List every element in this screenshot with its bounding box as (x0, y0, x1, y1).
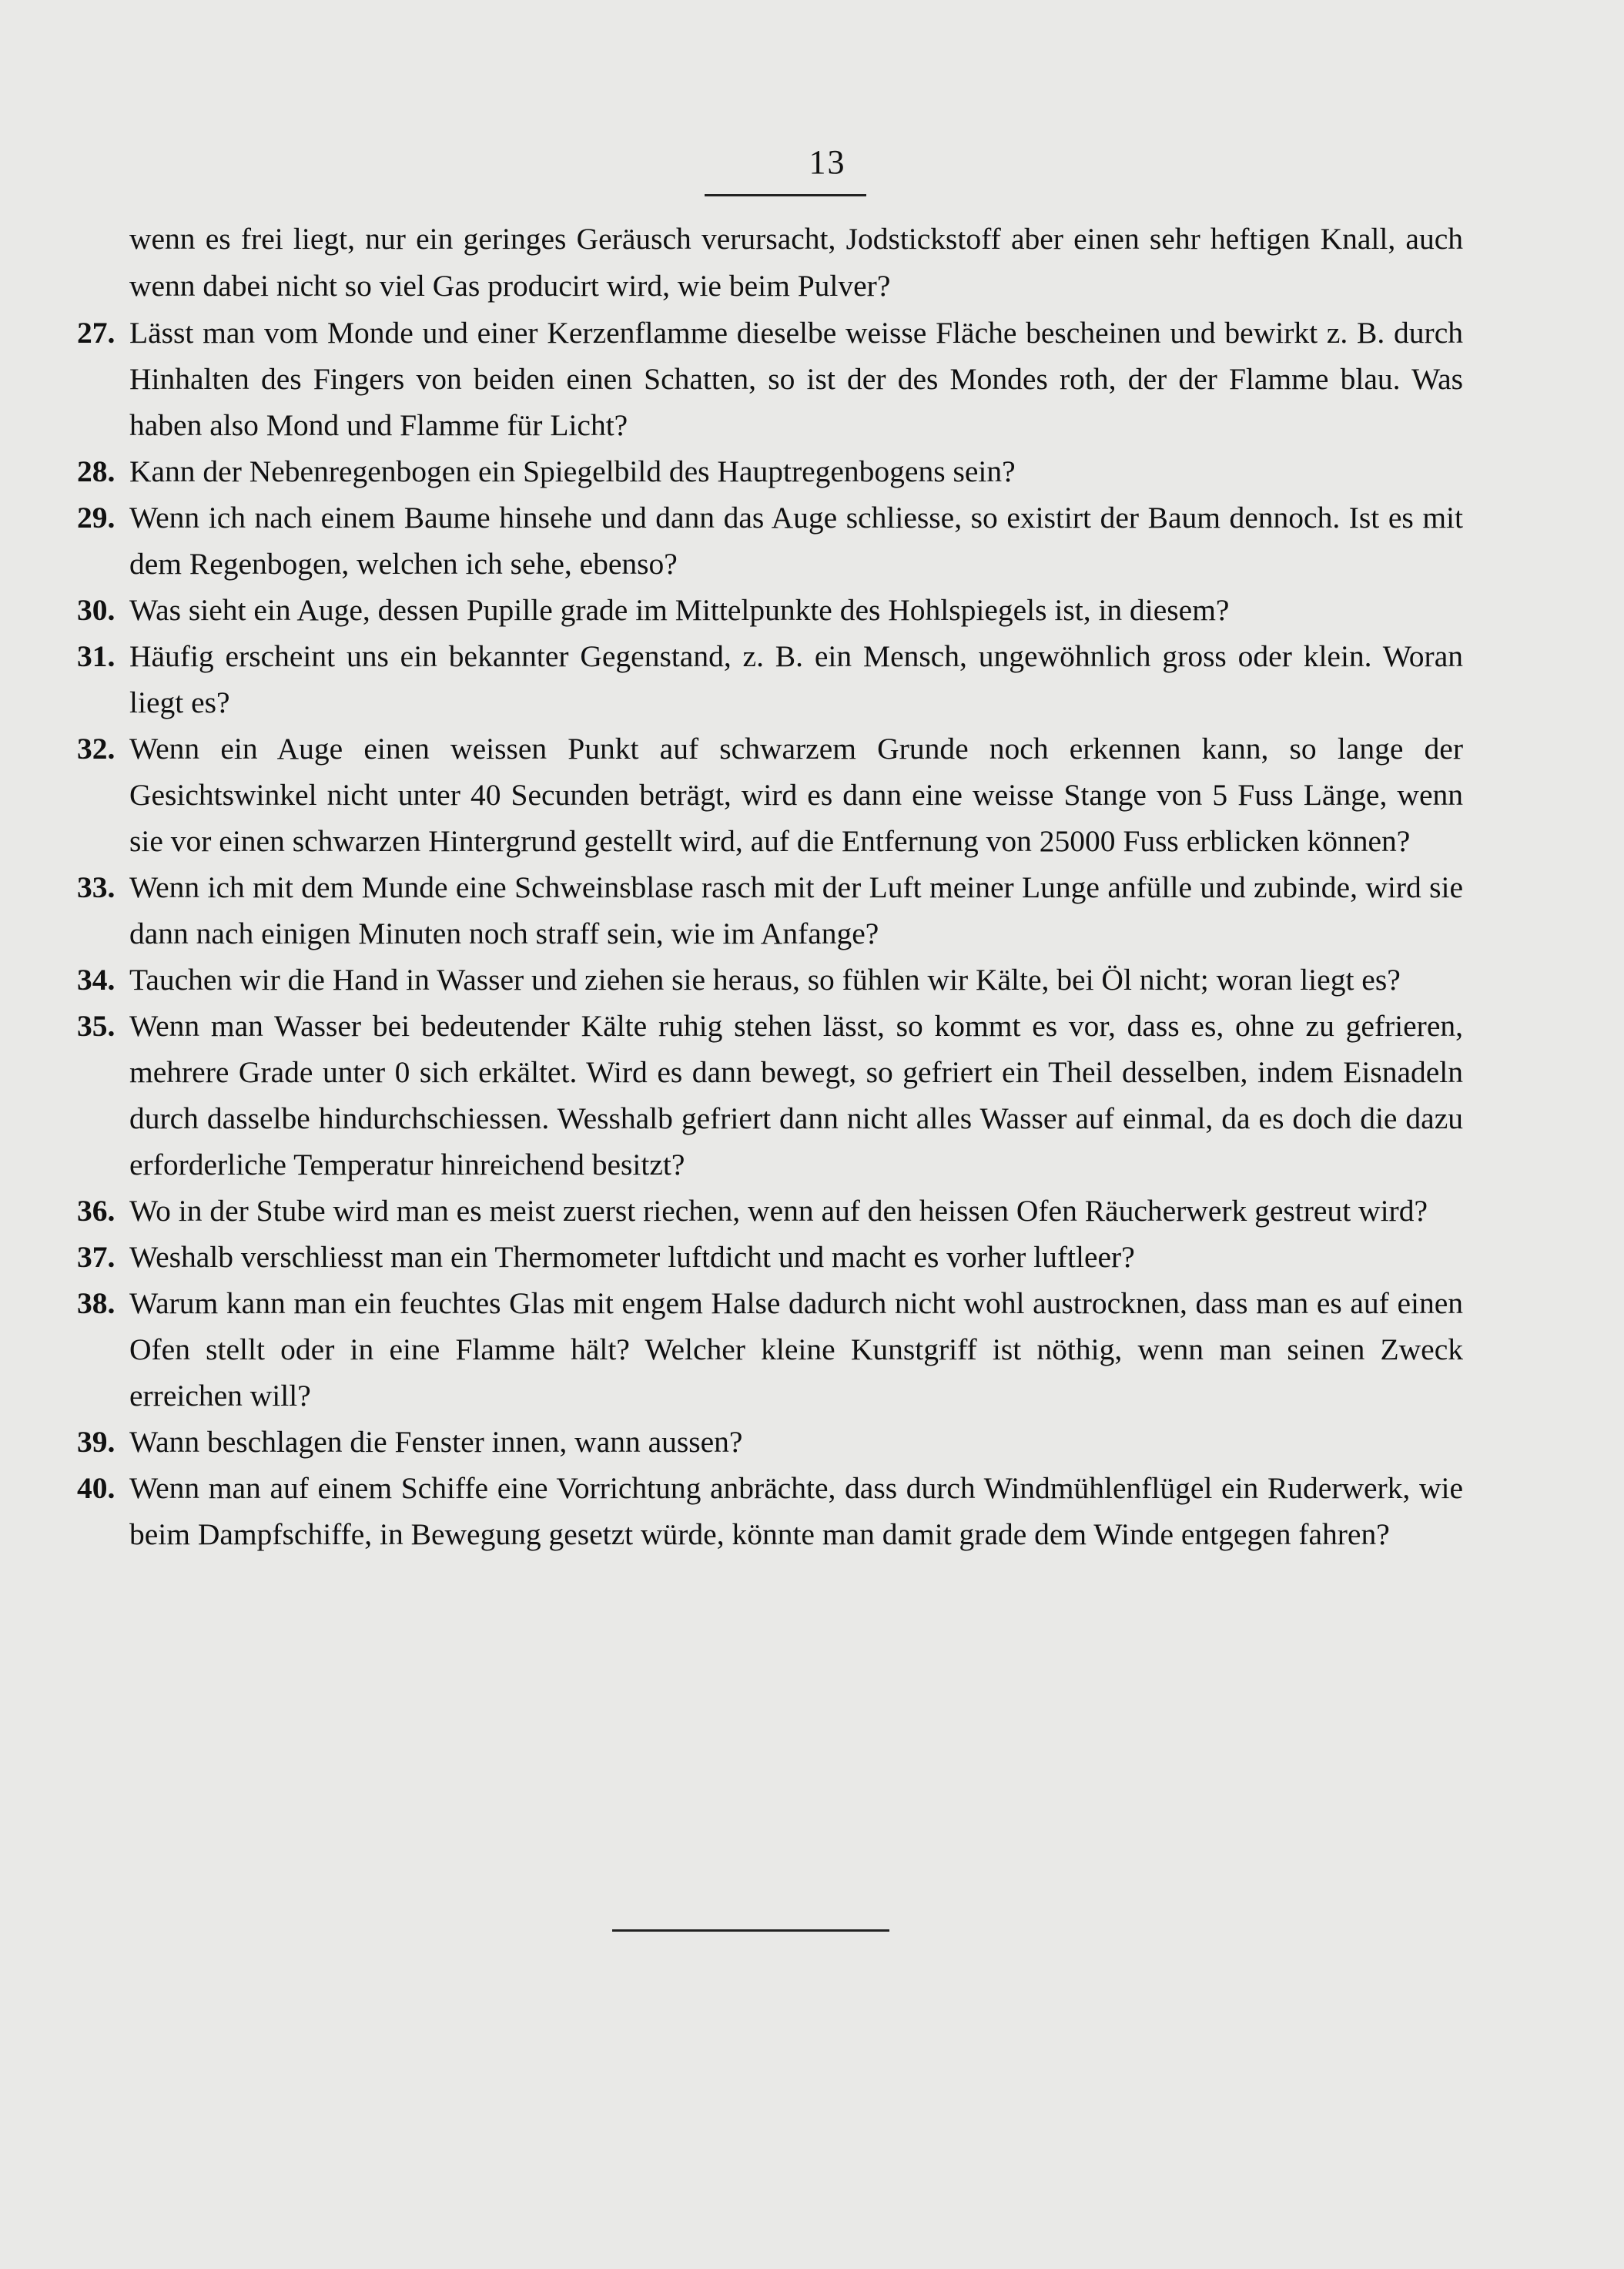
question-number: 30. (77, 593, 116, 627)
question-text: Lässt man vom Monde und einer Kerzenflamme dieselbe weisse Fläche bescheinen und bewirkt z. B. durch Hinhalten des Fingers von beiden einen Schatten, so ist der des Mondes roth, der der Flamme blau. Was haben also Mond und Flamme für Licht? (129, 316, 1463, 442)
question-number: 33. (77, 870, 116, 904)
question-text: Wenn man Wasser bei bedeutender Kälte ruhig stehen lässt, so kommt es vor, dass es, ohne zu gefrieren, mehrere Grade unter 0 sich erkältet. Wird es dann bewegt, so gefriert ein Theil desselben, indem Eisnadeln durch dasselbe hindurchschiessen. Wesshalb gefriert dann nicht alles Wasser auf einmal, da es doch die dazu erforderliche Temperatur hinreichend besitzt? (129, 1009, 1463, 1181)
intro-paragraph: wenn es frei liegt, nur ein geringes Geräusch verursacht, Jodstickstoff aber einen sehr heftigen Knall, auch wenn dabei nicht so viel Gas producirt wird, wie beim Pulver? (129, 222, 1463, 303)
question-text: Weshalb verschliesst man ein Thermometer luftdicht und macht es vorher luftleer? (129, 1240, 1135, 1274)
question-number: 35. (77, 1009, 116, 1043)
question-item (77, 448, 1463, 494)
question-text: Wenn ich mit dem Munde eine Schweinsblase rasch mit der Luft meiner Lunge anfülle und zubinde, wird sie dann nach einigen Minuten noch straff sein, wie im Anfange? (129, 870, 1463, 950)
question-number: 39. (77, 1425, 116, 1459)
question-number: 34. (77, 963, 116, 997)
question-item (77, 1188, 1463, 1234)
question-list (77, 310, 1463, 1557)
question-number: 37. (77, 1240, 116, 1274)
question-item (77, 1465, 1463, 1557)
question-text: Wann beschlagen die Fenster innen, wann aussen? (129, 1425, 743, 1459)
question-item (77, 494, 1463, 587)
question-number: 29. (77, 501, 116, 535)
question-item (77, 957, 1463, 1003)
question-text: Warum kann man ein feuchtes Glas mit engem Halse dadurch nicht wohl austrocknen, dass man es auf einen Ofen stellt oder in eine Flamme hält? Welcher kleine Kunstgriff ist nöthig, wenn man seinen Zweck erreichen will? (129, 1286, 1463, 1413)
question-number: 36. (77, 1194, 116, 1228)
question-item (77, 726, 1463, 864)
question-number: 27. (77, 316, 116, 350)
question-item (77, 1234, 1463, 1280)
question-text: Wo in der Stube wird man es meist zuerst riechen, wenn auf den heissen Ofen Räucherwerk gestreut wird? (129, 1194, 1428, 1228)
question-item (77, 1003, 1463, 1188)
question-text: Tauchen wir die Hand in Wasser und ziehen sie heraus, so fühlen wir Kälte, bei Öl nicht; woran liegt es? (129, 963, 1401, 997)
question-text: Wenn ich nach einem Baume hinsehe und dann das Auge schliesse, so existirt der Baum dennoch. Ist es mit dem Regenbogen, welchen ich sehe, ebenso? (129, 501, 1463, 581)
page-content (77, 216, 1463, 1557)
question-item (77, 864, 1463, 957)
question-number: 40. (77, 1471, 116, 1505)
question-text: Häufig erscheint uns ein bekannter Gegenstand, z. B. ein Mensch, ungewöhnlich gross oder klein. Woran liegt es? (129, 639, 1463, 719)
page-number: 13 (809, 143, 846, 181)
question-text: Was sieht ein Auge, dessen Pupille grade im Mittelpunkte des Hohlspiegels ist, in diesem? (129, 593, 1230, 627)
footer-rule (612, 1929, 889, 1932)
question-number: 31. (77, 639, 116, 673)
question-item (77, 310, 1463, 448)
question-text: Wenn man auf einem Schiffe eine Vorrichtung anbrächte, dass durch Windmühlenflügel ein Ruderwerk, wie beim Dampfschiffe, in Bewegung gesetzt würde, könnte man damit grade dem Winde entgegen fahren? (129, 1471, 1463, 1551)
question-text: Kann der Nebenregenbogen ein Spiegelbild des Hauptregenbogens sein? (129, 454, 1016, 488)
question-number: 32. (77, 732, 116, 766)
question-number: 38. (77, 1286, 116, 1320)
question-item (77, 587, 1463, 633)
question-item (77, 1280, 1463, 1419)
question-item (77, 633, 1463, 726)
question-number: 28. (77, 454, 116, 488)
header-rule (705, 194, 866, 196)
question-text: Wenn ein Auge einen weissen Punkt auf schwarzem Grunde noch erkennen kann, so lange der Gesichtswinkel nicht unter 40 Secunden beträgt, wird es dann eine weisse Stange von 5 Fuss Länge, wenn sie vor einen schwarzen Hintergrund gestellt wird, auf die Entfernung von 25000 Fuss erblicken können? (129, 732, 1463, 858)
question-item (77, 1419, 1463, 1465)
